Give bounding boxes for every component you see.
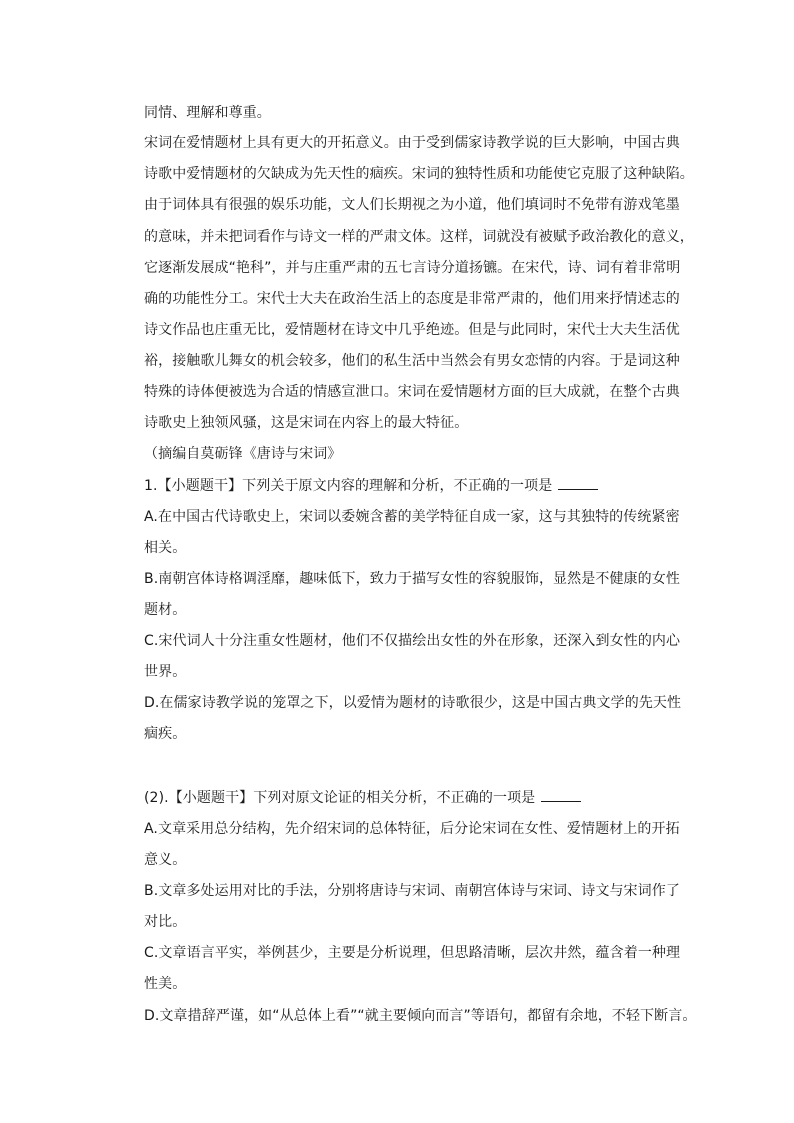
option-line: 意义。 (144, 852, 187, 868)
option-line: 相关。 (144, 540, 187, 556)
answer-blank[interactable] (558, 477, 598, 490)
option-line: 题材。 (144, 602, 187, 618)
passage-line: 由于词体具有很强的娱乐功能，文人们长期视之为小道，他们填词时不免带有游戏笔墨 (144, 197, 680, 213)
answer-blank[interactable] (541, 789, 581, 802)
passage-line: 同情、理解和尊重。 (144, 105, 271, 121)
passage-source: （摘编自莫砺锋《唐诗与宋词》 (144, 446, 342, 462)
option-line: 对比。 (144, 914, 187, 930)
passage-line: 诗歌史上独领风骚，这是宋词在内容上的最大特征。 (144, 415, 469, 431)
option-line: C.文章语言平实，举例甚少，主要是分析说理，但思路清晰，层次井然，蕴含着一种理 (144, 945, 681, 961)
option-line: 性美。 (144, 976, 187, 992)
option-line: B.南朝宫体诗格调淫靡，趣味低下，致力于描写女性的容貌服饰，显然是不健康的女性 (144, 571, 680, 587)
option-line: 痼疾。 (144, 726, 187, 742)
option-line: A.文章采用总分结构，先介绍宋词的总体特征，后分论宋词在女性、爱情题材上的开拓 (144, 821, 680, 837)
passage-line: 特殊的诗体便被选为合适的情感宣泄口。宋词在爱情题材方面的巨大成就，在整个古典 (144, 384, 680, 400)
passage-line: 确的功能性分工。宋代士大夫在政治生活上的态度是非常严肃的，他们用来抒情述志的 (144, 291, 680, 307)
option-line: A.在中国古代诗歌史上，宋词以委婉含蓄的美学特征自成一家，这与其独特的传统紧密 (144, 509, 680, 525)
question-1-stem-text: 1.【小题题干】下列关于原文内容的理解和分析，不正确的一项是 (144, 478, 553, 494)
option-line: D.在儒家诗教学说的笼罩之下，以爱情为题材的诗歌很少，这是中国古典文学的先天性 (144, 695, 682, 711)
passage-line: 诗歌中爱情题材的欠缺成为先天性的痼疾。宋词的独特性质和功能使它克服了这种缺陷。 (144, 166, 694, 182)
question-2-stem (144, 789, 581, 807)
passage-line: 裕，接触歌儿舞女的机会较多，他们的私生活中当然会有男女恋情的内容。于是词这种 (144, 353, 680, 369)
option-line: B.文章多处运用对比的手法，分别将唐诗与宋词、南朝宫体诗与宋词、诗文与宋词作了 (144, 883, 680, 899)
question-1-stem (144, 477, 598, 495)
question-2-stem-text: (2).【小题题干】下列对原文论证的相关分析，不正确的一项是 (144, 790, 536, 806)
option-line: D.文章措辞严谨，如“从总体上看”“就主要倾向而言”等语句，都留有余地，不轻下断言。 (144, 1008, 697, 1024)
option-line: C.宋代词人十分注重女性题材，他们不仅描绘出女性的外在形象，还深入到女性的内心 (144, 633, 681, 649)
passage-line: 诗文作品也庄重无比，爱情题材在诗文中几乎绝迹。但是与此同时，宋代士大夫生活优 (144, 322, 680, 338)
option-line: 世界。 (144, 664, 187, 680)
passage-line: 宋词在爱情题材上具有更大的开拓意义。由于受到儒家诗教学说的巨大影响，中国古典 (144, 135, 680, 151)
passage-line: 的意味，并未把词看作与诗文一样的严肃文体。这样，词就没有被赋予政治教化的意义， (144, 229, 694, 245)
passage-line: 它逐渐发展成“艳科”，并与庄重严肃的五七言诗分道扬镳。在宋代，诗、词有着非常明 (144, 260, 681, 276)
